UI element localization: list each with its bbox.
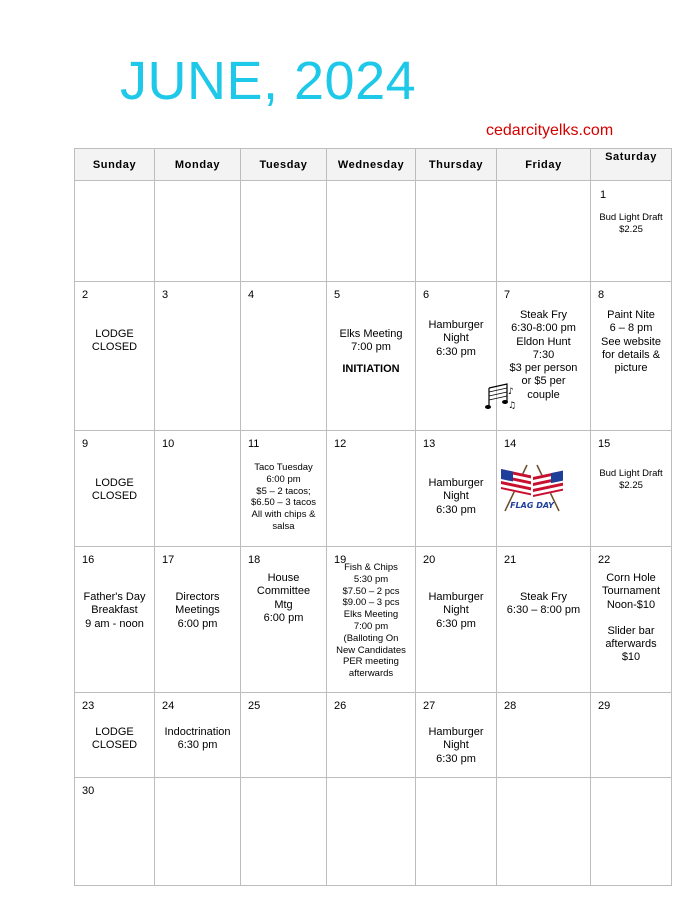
event-line: 6:00 pm — [266, 473, 301, 485]
day-number: 10 — [162, 438, 175, 450]
month-title: JUNE, 2024 — [120, 51, 417, 111]
day-cell-thursday — [416, 693, 497, 778]
week-row — [75, 181, 672, 282]
day-number: 11 — [248, 438, 260, 450]
day-cell-saturday — [591, 693, 672, 778]
event-line: couple — [527, 388, 560, 401]
event-text — [497, 591, 590, 618]
event-line: afterwards — [605, 638, 657, 651]
event-line: 7:30 — [532, 348, 555, 361]
day-cell-friday — [497, 181, 591, 282]
event-line: See website — [601, 335, 661, 348]
day-number: 26 — [334, 700, 347, 712]
day-number: 2 — [82, 289, 89, 301]
day-number: 27 — [423, 700, 436, 712]
day-cell-saturday — [591, 282, 672, 431]
event-line: PER meeting — [343, 656, 399, 668]
day-number: 17 — [162, 554, 175, 566]
event-line: 6:30 pm — [436, 752, 476, 765]
event-line: Steak Fry — [519, 309, 568, 321]
day-number: 6 — [423, 289, 430, 301]
event-line: LODGE — [95, 726, 134, 738]
day-number: 5 — [334, 289, 341, 301]
day-cell-thursday — [416, 547, 497, 693]
event-line: Meetings — [175, 604, 220, 617]
event-highlight: INITIATION — [342, 362, 400, 375]
calendar-grid — [74, 148, 672, 886]
event-line: LODGE — [95, 328, 134, 340]
event-line: Paint Nite — [607, 309, 655, 321]
event-line: Hamburger — [428, 477, 484, 489]
day-cell-tuesday — [241, 431, 327, 547]
day-cell-sunday — [75, 693, 155, 778]
day-cell-sunday — [75, 431, 155, 547]
event-line: Bud Light Draft — [599, 468, 663, 479]
day-cell-saturday — [591, 431, 672, 547]
day-cell-wednesday — [327, 778, 416, 886]
day-number: 14 — [504, 438, 517, 450]
day-number: 1 — [600, 189, 607, 201]
day-number: 22 — [598, 554, 611, 566]
day-cell-saturday — [591, 181, 672, 282]
event-line: Slider bar — [607, 624, 655, 637]
day-cell-sunday — [75, 547, 155, 693]
day-cell-friday — [497, 431, 591, 547]
day-number: 23 — [82, 700, 95, 712]
week-row — [75, 778, 672, 886]
day-number: 29 — [598, 700, 611, 712]
event-line: Night — [443, 739, 469, 752]
day-cell-wednesday — [327, 693, 416, 778]
event-line: Hamburger — [428, 591, 484, 603]
day-number: 28 — [504, 700, 517, 712]
event-line: LODGE — [95, 477, 134, 489]
event-line: New Candidates — [336, 644, 406, 656]
event-line: or $5 per — [521, 375, 566, 388]
event-text — [75, 328, 154, 355]
weekday-saturday: Saturday — [591, 149, 672, 181]
event-text — [591, 468, 671, 492]
day-number: 13 — [423, 438, 436, 450]
event-line: $2.25 — [619, 479, 643, 491]
event-text — [75, 726, 154, 753]
day-number: 15 — [598, 438, 611, 450]
weekday-header-row — [75, 149, 672, 181]
day-cell-monday — [155, 431, 241, 547]
day-cell-monday — [155, 778, 241, 886]
day-cell-sunday — [75, 282, 155, 431]
event-text — [75, 591, 154, 631]
day-cell-wednesday — [327, 431, 416, 547]
event-line: for details & — [601, 348, 661, 361]
day-cell-tuesday — [241, 282, 327, 431]
weekday-monday: Monday — [155, 149, 241, 181]
event-line: 6:30 – 8:00 pm — [506, 604, 581, 617]
event-line: Night — [443, 604, 469, 617]
event-text — [416, 591, 496, 631]
event-line: Bud Light Draft — [599, 212, 663, 223]
event-text — [75, 477, 154, 504]
event-line: salsa — [272, 520, 295, 532]
svg-text:♪: ♪ — [508, 387, 514, 397]
day-cell-wednesday — [327, 282, 416, 431]
event-line: afterwards — [348, 668, 394, 680]
day-cell-tuesday — [241, 547, 327, 693]
event-text — [591, 572, 671, 665]
day-number: 8 — [598, 289, 605, 301]
event-line: $6.50 – 3 tacos — [251, 497, 316, 509]
day-cell-monday — [155, 693, 241, 778]
weekday-wednesday: Wednesday — [327, 149, 416, 181]
day-cell-sunday — [75, 181, 155, 282]
flag-day-icon — [497, 463, 567, 518]
event-line: Fish & Chips — [344, 562, 398, 573]
event-line: Breakfast — [91, 604, 138, 617]
day-cell-monday — [155, 181, 241, 282]
event-line: CLOSED — [91, 739, 138, 752]
day-number: 4 — [248, 289, 255, 301]
day-cell-monday — [155, 547, 241, 693]
day-number: 12 — [334, 438, 347, 450]
day-number: 7 — [504, 289, 511, 301]
event-line: Father's Day — [83, 591, 146, 603]
event-line: Taco Tuesday — [254, 462, 313, 473]
event-line: Indoctrination — [164, 726, 231, 738]
event-text — [327, 328, 415, 376]
event-text — [241, 462, 326, 533]
event-line: $7.50 – 2 pcs — [342, 585, 400, 597]
day-number: 16 — [82, 554, 95, 566]
weekday-thursday: Thursday — [416, 149, 497, 181]
day-number: 9 — [82, 438, 89, 450]
event-line: 6 – 8 pm — [609, 322, 653, 335]
day-cell-tuesday — [241, 778, 327, 886]
event-line: 6:30 pm — [436, 345, 476, 358]
day-cell-sunday — [75, 778, 155, 886]
event-line: (Balloting On — [343, 632, 399, 644]
event-line: Hamburger — [428, 319, 484, 331]
event-line: 6:30 pm — [436, 617, 476, 630]
event-line: All with chips & — [251, 509, 316, 521]
event-line: Noon-$10 — [606, 598, 656, 611]
day-cell-friday — [497, 282, 591, 431]
day-number: 24 — [162, 700, 175, 712]
day-cell-friday — [497, 778, 591, 886]
day-cell-wednesday — [327, 181, 416, 282]
event-line: Eldon Hunt — [516, 335, 571, 348]
day-cell-tuesday — [241, 693, 327, 778]
weekday-sunday: Sunday — [75, 149, 155, 181]
day-cell-thursday — [416, 431, 497, 547]
event-line: 7:00 pm — [353, 620, 389, 632]
week-row — [75, 693, 672, 778]
website-link[interactable]: cedarcityelks.com — [486, 122, 614, 139]
event-line: 5:30 pm — [353, 573, 389, 585]
event-text — [591, 309, 671, 375]
event-line: Corn Hole — [606, 572, 656, 584]
event-line: $3 per person — [509, 362, 578, 375]
day-cell-thursday — [416, 778, 497, 886]
event-text — [416, 726, 496, 766]
day-cell-friday — [497, 693, 591, 778]
event-line: House — [267, 572, 300, 584]
event-line: 6:00 pm — [177, 617, 218, 630]
event-line: Night — [443, 332, 469, 345]
event-line: Elks Meeting — [343, 609, 399, 621]
event-line: 6:30-8:00 pm — [511, 322, 576, 335]
day-number: 20 — [423, 554, 436, 566]
event-line: $10 — [621, 651, 641, 664]
event-line: Directors — [175, 591, 220, 603]
event-line: Hamburger — [428, 726, 484, 738]
day-cell-monday — [155, 282, 241, 431]
event-text — [591, 212, 671, 236]
day-number: 21 — [504, 554, 517, 566]
event-text — [327, 562, 415, 680]
event-line: 7:00 pm — [351, 341, 391, 354]
event-text — [155, 726, 240, 753]
event-line: 9 am - noon — [85, 617, 144, 630]
event-line: picture — [614, 362, 648, 375]
event-line: CLOSED — [91, 490, 138, 503]
weekday-tuesday: Tuesday — [241, 149, 327, 181]
week-row — [75, 431, 672, 547]
event-line: $9.00 – 3 pcs — [342, 597, 400, 609]
event-line: Elks Meeting — [339, 328, 403, 340]
event-line: CLOSED — [91, 341, 138, 354]
weekday-friday: Friday — [497, 149, 591, 181]
event-line: 6:00 pm — [263, 611, 304, 624]
day-number: 3 — [162, 289, 169, 301]
day-cell-wednesday — [327, 547, 416, 693]
event-line: Mtg — [274, 598, 293, 611]
event-line: Night — [443, 490, 469, 503]
day-cell-saturday — [591, 778, 672, 886]
day-number: 19 — [334, 554, 347, 566]
event-text — [416, 477, 496, 517]
event-line: Committee — [256, 585, 311, 598]
event-line: Steak Fry — [519, 591, 568, 603]
day-number: 25 — [248, 700, 261, 712]
event-line — [591, 612, 671, 625]
event-line: Tournament — [601, 585, 661, 598]
event-line: 6:30 pm — [436, 503, 476, 516]
day-cell-tuesday — [241, 181, 327, 282]
event-line: $2.25 — [619, 223, 643, 235]
day-number: 18 — [248, 554, 261, 566]
day-cell-friday — [497, 547, 591, 693]
event-text — [155, 591, 240, 631]
week-row — [75, 547, 672, 693]
svg-text:♫: ♫ — [508, 401, 517, 411]
event-text — [241, 572, 326, 625]
event-text — [416, 319, 496, 359]
event-line: 6:30 pm — [177, 739, 218, 752]
day-number: 30 — [82, 785, 95, 797]
day-cell-saturday — [591, 547, 672, 693]
week-row — [75, 282, 672, 431]
day-cell-thursday — [416, 181, 497, 282]
music-notes-icon — [485, 382, 515, 417]
flag-day-label: FLAG DAY — [510, 501, 554, 510]
event-line: $5 – 2 tacos; — [256, 485, 311, 497]
